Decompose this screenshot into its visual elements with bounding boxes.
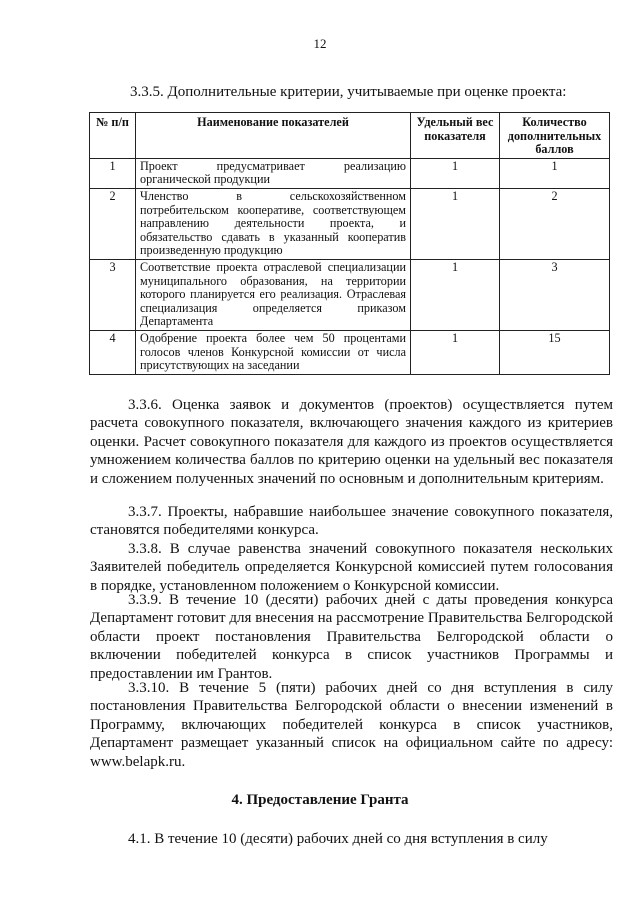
- paragraph-3-3-7: [90, 503, 613, 540]
- header-name: Наименование показателей: [136, 113, 411, 159]
- paragraph-text: 3.3.8. В случае равенства значений совокупного показателя нескольких Заявителей победитель определяется Конкурсной комиссией путем голосования в порядке, установленном положением о Конкурсной комиссии.: [90, 541, 613, 594]
- header-weight: Удельный вес показателя: [411, 113, 500, 159]
- paragraph-3-3-6: [90, 396, 613, 488]
- row-name: Членство в сельскохозяйственном потребительском кооперативе, соответствующем направлению деятельности проекта, и обязательство сдавать в указанный кооператив произведенную продукцию: [136, 188, 411, 259]
- table-header-row: [90, 113, 610, 159]
- paragraph-text: 3.3.6. Оценка заявок и документов (проектов) осуществляется путем расчета совокупного показателя, включающего значения каждого из критериев оценки. Расчет совокупного показателя для каждого из проектов осуществляется умножением количества баллов по критерию оценки на удельный вес показателя и сложением полученных значений по основным и дополнительным критериям.: [90, 397, 613, 487]
- row-points: 1: [500, 158, 610, 188]
- row-num: 4: [90, 330, 136, 374]
- row-num: 1: [90, 158, 136, 188]
- paragraph-text: 3.3.7. Проекты, набравшие наибольшее значение совокупного показателя, становятся победителями конкурса.: [90, 504, 613, 539]
- paragraph-3-3-8: [90, 540, 613, 595]
- row-weight: 1: [411, 259, 500, 330]
- page-number: 12: [313, 36, 327, 51]
- row-points: 15: [500, 330, 610, 374]
- row-num: 3: [90, 259, 136, 330]
- row-weight: 1: [411, 330, 500, 374]
- row-points: 3: [500, 259, 610, 330]
- paragraph-text: 3.3.10. В течение 5 (пяти) рабочих дней со дня вступления в силу постановления Правительства Белгородской области о внесении изменений в Программу, включающих победителей конкурса в список участников, Департамент размещает указанный список на официальном сайте по адресу: www.belapk.ru.: [90, 680, 613, 770]
- paragraph-text: 3.3.9. В течение 10 (десяти) рабочих дней с даты проведения конкурса Департамент готовит для внесения на рассмотрение Правительства Белгородской области проект постановления Правительства Белгородской области о включении победителей конкурса в список участников Программы и предоставлении им Грантов.: [90, 592, 613, 682]
- paragraph-3-3-9: [90, 591, 613, 683]
- table-row: [90, 330, 610, 374]
- row-weight: 1: [411, 188, 500, 259]
- row-num: 2: [90, 188, 136, 259]
- paragraph-4-1: [90, 830, 613, 848]
- row-name: Соответствие проекта отраслевой специализации муниципального образования, на территории которого планируется его реализация. Отраслевая специализация определяется приказом Департамента: [136, 259, 411, 330]
- table-row: [90, 188, 610, 259]
- section-caption: 3.3.5. Дополнительные критерии, учитываемые при оценке проекта:: [130, 84, 567, 100]
- row-points: 2: [500, 188, 610, 259]
- table-row: [90, 158, 610, 188]
- row-name: Одобрение проекта более чем 50 процентами голосов членов Конкурсной комиссии от числа присутствующих на заседании: [136, 330, 411, 374]
- row-name: Проект предусматривает реализацию органической продукции: [136, 158, 411, 188]
- paragraph-text: 4.1. В течение 10 (десяти) рабочих дней со дня вступления в силу: [128, 831, 548, 847]
- table-row: [90, 259, 610, 330]
- section-heading: 4. Предоставление Гранта: [231, 792, 409, 808]
- paragraph-3-3-10: [90, 679, 613, 771]
- header-num: № п/п: [90, 113, 136, 159]
- header-points: Количество дополнительных баллов: [500, 113, 610, 159]
- row-weight: 1: [411, 158, 500, 188]
- criteria-table: [89, 112, 610, 375]
